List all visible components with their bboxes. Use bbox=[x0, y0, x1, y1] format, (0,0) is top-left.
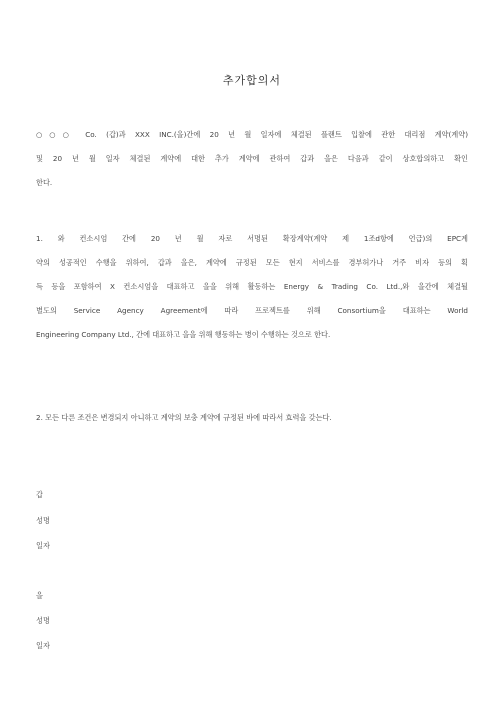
intro-line: 및 20 년 월 일자 체결된 계약에 대한 추가 계약에 관하여 갑과 을은 다음과 같이 상호합의하고 확인 bbox=[36, 154, 468, 163]
clause-1-line: Engineering Company Ltd., 간에 대표하고 을을 위해 행동하는 병이 수행하는 것으로 한다. bbox=[36, 330, 331, 339]
party-a-date-label: 일자 bbox=[36, 541, 50, 550]
clause-2-line: 2. 모든 다른 조건은 변경되지 아니하고 계약의 보충 계약에 규정된 바에 따라서 효력을 갖는다. bbox=[36, 413, 332, 422]
party-a-label: 갑 bbox=[36, 490, 43, 499]
intro-line: 한다. bbox=[36, 178, 53, 187]
clause-1-paragraph bbox=[36, 234, 468, 354]
intro-paragraph bbox=[36, 130, 468, 202]
clause-1-line: 1. 와 컨소시엄 간에 20 년 월 자로 서명된 확장계약(계약 제 1조d항에 언급)의 EPC계 bbox=[36, 234, 468, 243]
party-b-name-label: 성명 bbox=[36, 616, 50, 625]
intro-line: ○○○ Co. (갑)과 XXX INC.(을)간에 20 년 월 일자에 체결된 플랜트 입찰에 관한 대리점 계약(계약) bbox=[36, 130, 468, 139]
clause-1-line: 약의 성공적인 수행을 위하여, 갑과 을은, 계약에 규정된 모든 현지 서비스를 경부허가나 거주 비자 등의 획 bbox=[36, 258, 468, 267]
clause-1-line: 득 등을 포함하여 X 컨소시엄을 대표하고 을을 위해 활동하는 Energy & Trading Co. Ltd.,와 을간에 체결될 bbox=[36, 282, 468, 291]
clause-2-paragraph bbox=[36, 413, 468, 437]
document-title: 추가합의서 bbox=[222, 74, 282, 87]
party-b-date-label: 일자 bbox=[36, 641, 50, 650]
clause-1-line: 별도의 Service Agency Agreement에 따라 프로젝트를 위해 Consortium을 대표하는 World bbox=[36, 306, 468, 315]
party-b-label: 을 bbox=[36, 591, 43, 600]
party-a-name-label: 성명 bbox=[36, 516, 50, 525]
